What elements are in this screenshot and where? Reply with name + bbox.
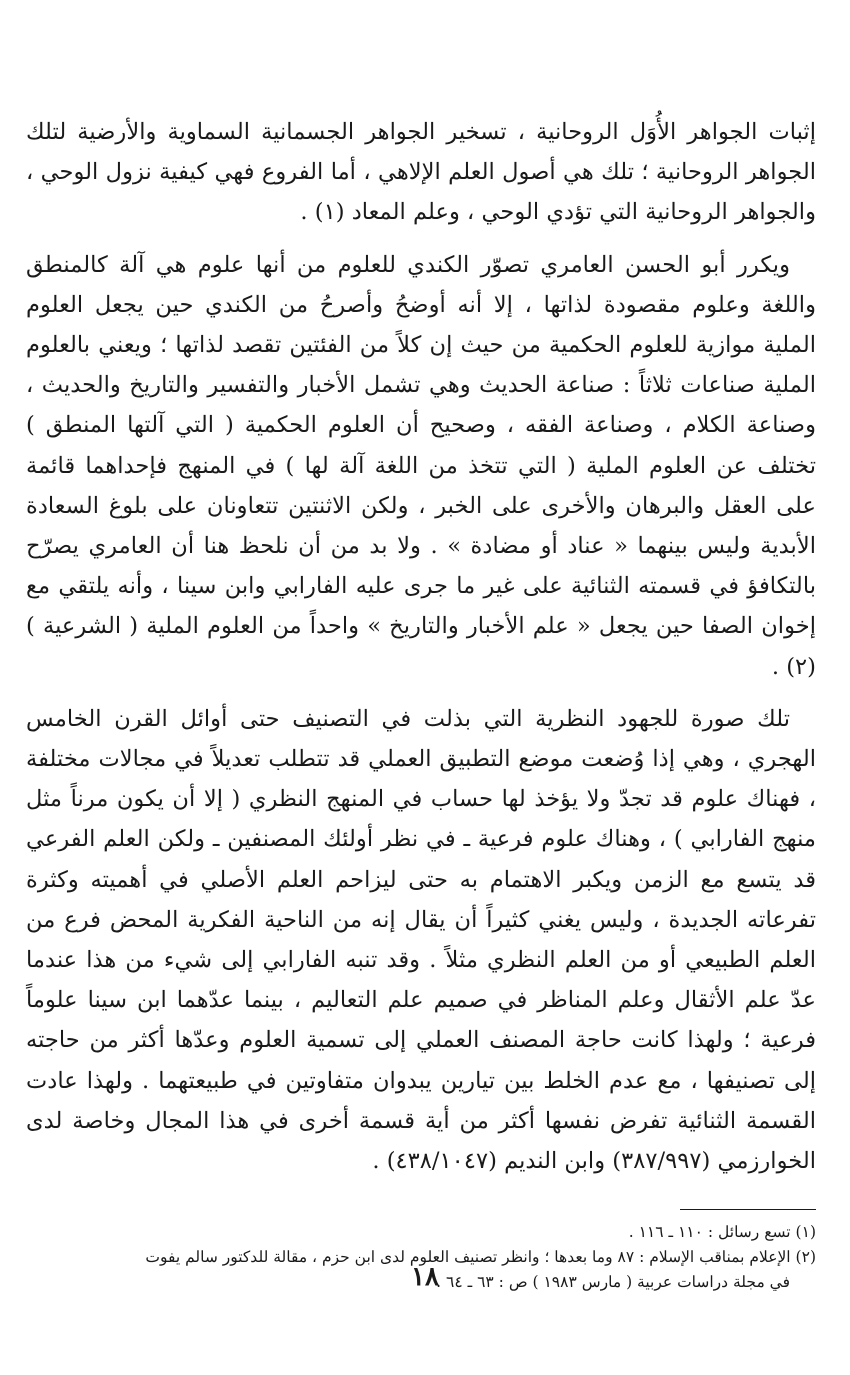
paragraph-2: ويكرر أبو الحسن العامري تصوّر الكندي للعلوم من أنها علوم هي آلة كالمنطق واللغة وعلوم مقصودة لذاتها ، إلا أنه أوضحُ وأصرحُ من الكندي حين يجعل العلوم الملية موازية للعلوم الحكمية من حيث إن كلاً من الفئتين تقصد لذاتها ؛ ويعني بالعلوم الملية صناعات ثلاثاً : صناعة الحديث وهي تشمل الأخبار والتفسير والتاريخ والحديث ، وصناعة الكلام ، وصناعة الفقه ، وصحيح أن العلوم الحكمية ( التي آلتها المنطق ) تختلف عن العلوم الملية ( التي تتخذ من اللغة آلة لها ) في المنهج فإحداهما قائمة على العقل والبرهان والأخرى على الخبر ، ولكن الاثنتين تتعاونان على بلوغ السعادة الأبدية وليس بينهما « عناد أو مضادة » . ولا بد من أن نلحظ هنا أن العامري يصرّح بالتكافؤ في قسمته الثنائية على غير ما جرى عليه الفارابي وابن سينا ، وأنه يلتقي مع إخوان الصفا حين يجعل « علم الأخبار والتاريخ » واحداً من العلوم الملية ( الشرعية ) (٢) . [26,251,816,680]
paragraph-1: إثبات الجواهر الأُوَل الروحانية ، تسخير الجواهر الجسمانية السماوية والأرضية لتلك الجواهر الروحانية ؛ تلك هي أصول العلم الإلاهي ، أما الفروع فهي كيفية نزول الوحي ، والجواهر الروحانية التي تؤدي الوحي ، وعلم المعاد (١) . [26,119,816,226]
page-number: ١٨ [411,1262,439,1292]
footnote-divider [680,1209,816,1210]
footnote-continuation: في مجلة دراسات عربية ( مارس ١٩٨٣ ) ص : ٦٣ ـ ٦٤ . [436,1273,790,1292]
paragraph-3: تلك صورة للجهود النظرية التي بذلت في التصنيف حتى أوائل القرن الخامس الهجري ، وهي إذا وُضعت موضع التطبيق العملي قد تتطلب تعديلاً في مجالات مختلفة ، فهناك علوم قد تجدّ ولا يؤخذ لها حساب في المنهج النظري ( إلا أن يكون مرناً مثل منهج الفارابي ) ، وهناك علوم فرعية ـ في نظر أولئك المصنفين ـ ولكن العلم الفرعي قد يتسع مع الزمن ويكبر الاهتمام به حتى ليزاحم العلم الأصلي في أهميته وكثرة تفرعاته الجديدة ، وليس يغني كثيراً أن يقال إنه من الناحية الفكرية المحض فرع من العلم الطبيعي أو من العلم النظري مثلاً . وقد تنبه الفارابي إلى شيء من هذا عندما عدّ علم الأثقال وعلم المناظر في صميم علم التعاليم ، بينما عدّهما ابن سينا علوماً فرعية ؛ ولهذا كانت حاجة المصنف العملي إلى تسمية العلوم وعدّها أكثر من حاجته إلى تصنيفها ، مع عدم الخلط بين تيارين يبدوان متفاوتين في طبيعتهما . ولهذا عادت القسمة الثنائية تفرض نفسها أكثر من أية قسمة أخرى في هذا المجال وخاصة لدى الخوارزمي (٣٨٧/٩٩٧) وابن النديم (٤٣٨/١٠٤٧) . [26,705,816,1175]
page-body [0,112,850,1295]
footnote-text: تسع رسائل : ١١٠ ـ ١١٦ . [628,1223,791,1242]
footnote-label: (١) [795,1223,816,1242]
footnote-1 [26,1220,816,1245]
footnote-label: (٢) [795,1248,816,1267]
footnote-text: الإعلام بمناقب الإسلام : ٨٧ وما بعدها ؛ وانظر تصنيف العلوم لدى ابن حزم ، مقالة للدكتور سالم يفوت [145,1248,791,1267]
